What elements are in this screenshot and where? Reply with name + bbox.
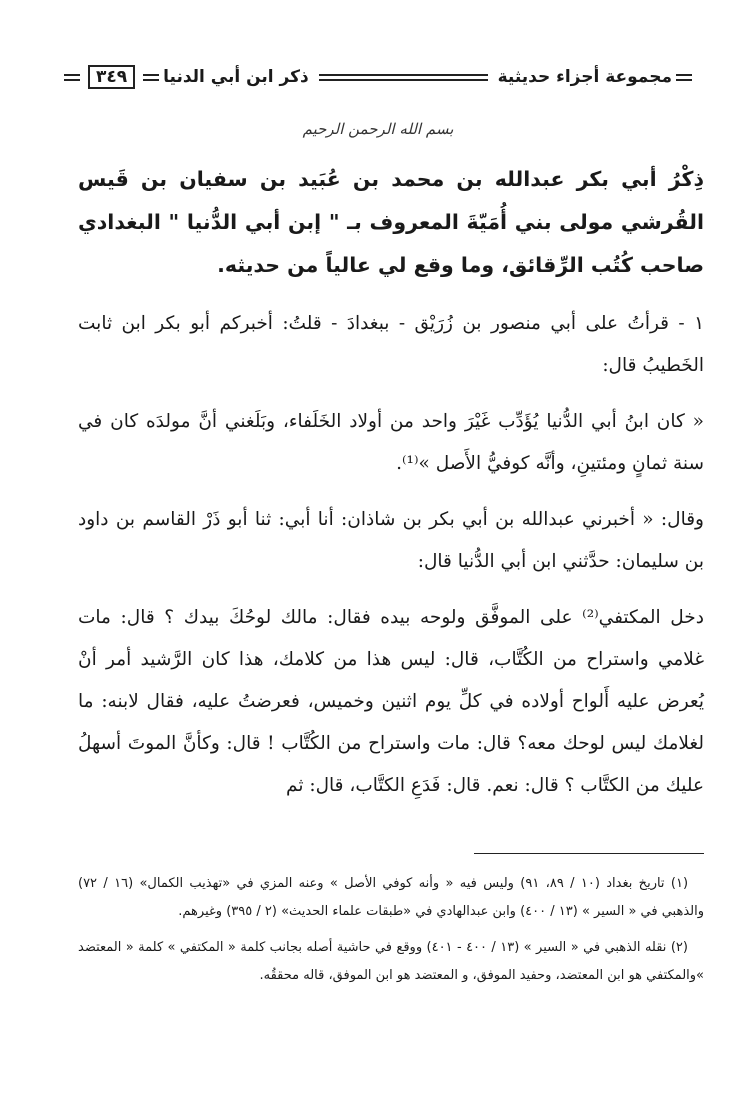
page-number: ٣٤٩ bbox=[88, 65, 135, 89]
header-ornament bbox=[143, 74, 159, 81]
chapter-title: ذِكْرُ أبي بكر عبدالله بن محمد بن عُبَيد بن سفيان بن قَيس القُرشي مولى بني أُمَيّةَ المعروف بـ " إبن أبي الدُّنيا " البغدادي صاحب كُتُب الرِّقائق، وما وقع لي عالياً من حديثه. bbox=[78, 167, 704, 277]
paragraph: ١ - قرأتُ على أبي منصور بن زُرَيْق - ببغدادَ - قلتُ: أخبركم أبو بكر ابن ثابت الخَطيبُ قال: bbox=[78, 313, 704, 376]
basmala: بسم الله الرحمن الرحيم bbox=[302, 120, 454, 138]
footnote: (٢) نقله الذهبي في « السير » (١٣ / ٤٠٠ - ٤٠١) ووقع في حاشية أصله بجانب كلمة « المكتفي » كلمة « المعتضد »والمكتفي هو ابن المعتضد، وحفيد الموفق، و المعتضد هو ابن الموفق، قاله محققُه. bbox=[78, 940, 704, 983]
footnote-separator bbox=[474, 853, 704, 854]
section-title: ذكر ابن أبي الدنيا bbox=[163, 67, 309, 87]
footnote: (١) تاريخ بغداد (١٠ / ٨٩، ٩١) وليس فيه « وأنه كوفي الأصل » وعنه المزي في «تهذيب الكمال» (١٦ / ٧٢) والذهبي في « السير » (١٣ / ٤٠٠) وابن عبدالهادي في «طبقات علماء الحديث» (٢ / ٣٩٥) وغيرهم. bbox=[78, 876, 704, 919]
paragraph: دخل المكتفي⁽²⁾ على الموفَّق ولوحه بيده فقال: مالك لوحُكَ بيدك ؟ قال: مات غلامي واستراح من الكُتَّاب، قال: ليس هذا من كلامك، هذا كان الرَّشيد أمر أنْ يُعرض عليه أَلواح أولاده في كلِّ يوم اثنين وخميس، فعرضتُ عليه، فقال لابنه: ما لغلامك ليس لوحك معه؟ قال: مات واستراح من الكُتَّاب ! قال: وكأنَّ الموتَ أسهلُ عليك من الكتَّاب ؟ قال: نعم. قال: فَدَعِ الكتَّاب، قال: ثم bbox=[78, 607, 704, 796]
header-ornament bbox=[676, 74, 692, 81]
paragraph: « كان ابنُ أبي الدُّنيا يُؤَدِّب غَيْرَ واحد من أولاد الخَلَفاء، وبَلَغني أنَّ مولدَه كان في سنة ثمانٍ ومئتينِ، وأنَّه كوفيُّ الأَصل »⁽¹⁾. bbox=[78, 411, 704, 474]
book-title: مجموعة أجزاء حديثية bbox=[497, 67, 672, 87]
header-ornament bbox=[64, 74, 80, 81]
paragraph: وقال: « أخبرني عبدالله بن أبي بكر بن شاذان: أنا أبي: ثنا أبو ذَرْ القاسم بن داود بن سليمان: حدَّثني ابن أبي الدُّنيا قال: bbox=[78, 509, 704, 572]
running-header bbox=[60, 62, 696, 92]
main-text bbox=[78, 158, 704, 823]
header-rule bbox=[319, 74, 488, 81]
footnotes bbox=[78, 870, 704, 998]
